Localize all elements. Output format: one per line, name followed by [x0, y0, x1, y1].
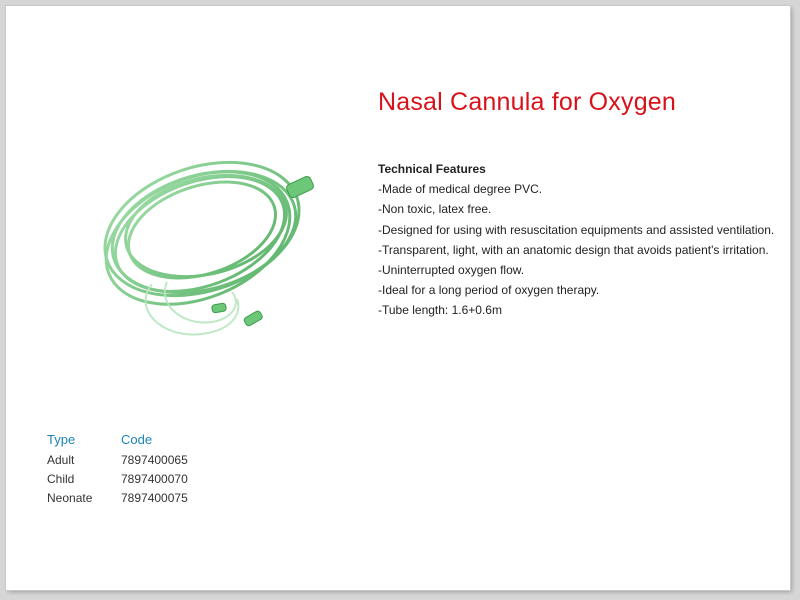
- feature-item: -Designed for using with resuscitation equipments and assisted ventilation.: [378, 222, 775, 237]
- feature-item: -Ideal for a long period of oxygen therapy.: [378, 283, 600, 298]
- technical-features: [378, 159, 778, 321]
- product-sheet: [6, 6, 790, 590]
- table-row: [47, 472, 188, 491]
- type-cell: Adult: [47, 453, 75, 467]
- features-heading: Technical Features: [378, 162, 486, 176]
- type-cell: Neonate: [47, 491, 93, 505]
- feature-item: -Tube length: 1.6+0.6m: [378, 303, 502, 318]
- table-row: [47, 453, 188, 472]
- code-cell: 7897400075: [121, 491, 188, 505]
- product-codes-table: [47, 432, 188, 510]
- feature-item: -Uninterrupted oxygen flow.: [378, 263, 525, 278]
- type-column-header: Type: [47, 432, 76, 447]
- type-cell: Child: [47, 472, 75, 486]
- feature-item: -Transparent, light, with an anatomic design that avoids patient's irritation.: [378, 242, 769, 257]
- code-column-header: Code: [121, 432, 153, 447]
- code-cell: 7897400070: [121, 472, 188, 486]
- table-header-row: [47, 432, 188, 453]
- code-cell: 7897400065: [121, 453, 188, 467]
- feature-item: -Made of medical degree PVC.: [378, 182, 543, 197]
- page-title: Nasal Cannula for Oxygen: [378, 88, 677, 116]
- table-row: [47, 491, 188, 510]
- nasal-cannula-image: [92, 134, 332, 364]
- feature-item: -Non toxic, latex free.: [378, 202, 492, 217]
